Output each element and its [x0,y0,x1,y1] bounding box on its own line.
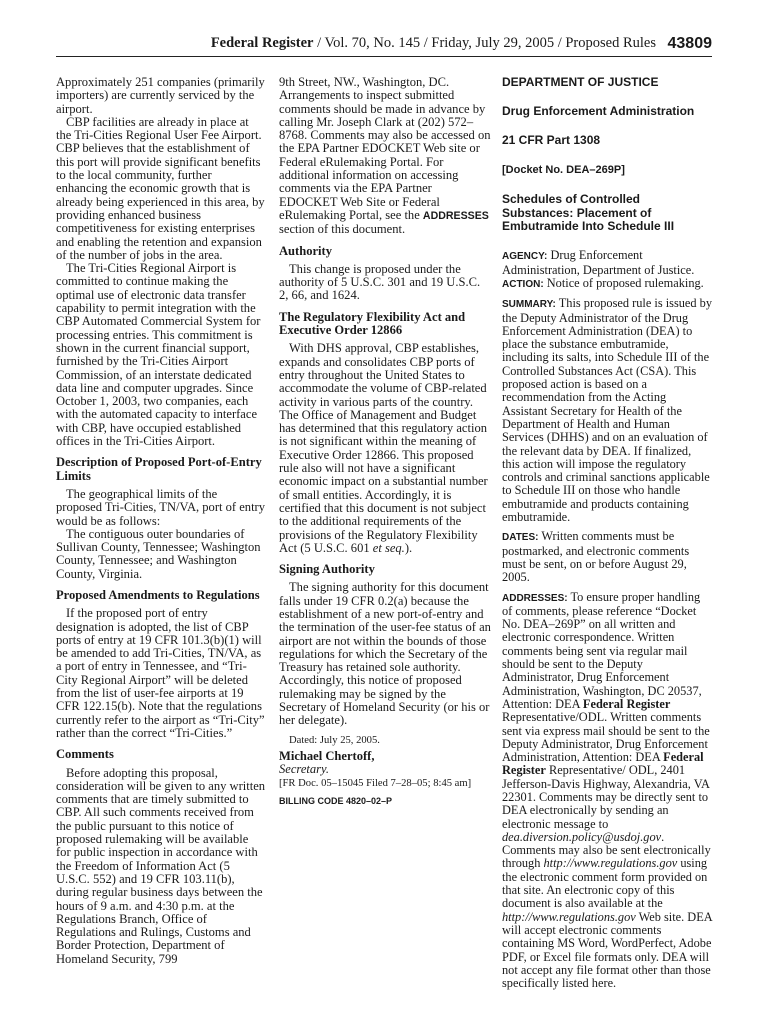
section-heading: Comments [56,747,114,762]
section-heading: The Regulatory Flexibility Act and Executive Order 12866 [279,309,466,338]
document-title: Schedules of Controlled Substances: Placement of Embutramide Into Schedule III [502,192,675,233]
column-1 [56,76,266,966]
regulations-url: http://www.regulations.gov [543,856,678,871]
text-run: Representative/ODL. Written comments sent via express mail should be sent to the Deputy Administrator, Drug Enforcement Administration, Attention: DEA [502,710,710,765]
italic-text: et seq. [372,540,405,555]
federal-register-ref: Federal Register [582,696,671,711]
page-number: 43809 [667,35,712,52]
signer-title-text: Secretary. [279,762,330,777]
issue-meta: / Vol. 70, No. 145 / Friday, July 29, 2005 / Proposed Rules [313,35,656,51]
dated-line: Dated: July 25, 2005. [289,734,380,746]
paragraph: CBP facilities are already in place at the Tri-Cities Regional User Fee Airport. CBP believes that the establishment of this port will provide significant benefits to the local community, further enhancing the economic growth that is already being experienced in this area, by providing enhanced business competitiveness for existing enterprises and enabling the retention and expansion of the number of jobs in the area. [56,114,265,262]
agency-heading: Drug Enforcement Administration [502,104,695,119]
paragraph [279,76,491,237]
summary-label: SUMMARY: [502,299,556,311]
billing-code: BILLING CODE 4820–02–P [279,795,393,806]
agency-label: AGENCY: [502,251,548,263]
summary-block [502,297,712,524]
federal-register-ref: Federal Register [502,750,704,778]
column-2 [279,76,491,808]
cfr-part: 21 CFR Part 1308 [502,132,601,147]
text-run: . Comments may also be sent electronically through [502,829,711,871]
department-heading: DEPARTMENT OF JUSTICE [502,75,659,89]
paragraph: The contiguous outer boundaries of Sullivan County, Tennessee; Washington County, Tennessee; and Washington County, Virginia. [56,526,261,581]
action-label: ACTION: [502,279,544,290]
fr-doc-line: [FR Doc. 05–15045 Filed 7–28–05; 8:45 am] [279,777,472,789]
column-3 [502,76,712,990]
section-heading: Description of Proposed Port-of-Entry Limits [56,455,262,483]
text-run: ). [404,540,413,555]
cross-reference: ADDRESSES [422,209,489,222]
text-run: section of this document. [279,222,406,237]
dates-block [502,530,712,584]
running-head-text [211,35,656,52]
paragraph: Approximately 251 companies (primarily importers) are currently serviced by the airport. [56,75,265,116]
paragraph: If the proposed port of entry designation is adopted, the list of CBP ports of entry at 19 CFR 101.3(b)(1) will be amended to add Tri-Cities, TN/VA, as a port of entry in Tennessee, and “Tri-City Regional Airport” will be deleted from the list of user-fee airports at 19 CFR 122.15(b). Note that the regulations currently refer to the airport as “Tri-City” rather than the correct “Tri-Cities.” [56,606,265,740]
paragraph [279,342,491,555]
text-run: Representative/ ODL, 2401 Jefferson-Davis Highway, Alexandria, VA 22301. Comments may be directly sent to DEA electronically by sending an electronic message to [502,763,710,831]
addresses-label: ADDRESSES: [502,592,568,604]
docket-number: [Docket No. DEA–269P] [502,163,625,176]
email-address: dea.diversion.policy@usdoj.gov [502,829,662,844]
text-run: Web site. DEA will accept electronic comments containing MS Word, WordPerfect, Adobe PDF, or Excel file formats only. DEA will not accept any file format other than those specifically listed here. [502,909,712,991]
regulations-url: http://www.regulations.gov [502,909,636,924]
running-header [56,34,712,57]
signer-name: Michael Chertoff, [279,748,375,763]
dates-text: Written comments must be postmarked, and electronic comments must be sent, on or before August 29, 2005. [502,529,690,585]
text-run: With DHS approval, CBP establishes, expands and consolidates CBP ports of entry throughout the United States to accommodate the volume of CBP-related activity in various parts of the country. The Office of Management and Budget has determined that this regulatory action is not significant within the meaning of Executive Order 12866. This proposed rule also will not have a significant economic impact on a substantial number of small entities. Accordingly, it is certified that this document is not subject to the additional requirements of the provisions of the Regulatory Flexibility Act (5 U.S.C. 601 [279,341,488,555]
text-run: To ensure proper handling of comments, please reference “Docket No. DEA–269P” on all written and electronic correspondence. Written comments being sent via regular mail should be sent to the Deputy Administrator, Drug Enforcement Administration, Washington, DC 20537, Attention: DEA [502,589,702,711]
addresses-block [502,591,712,991]
paragraph: This change is proposed under the authority of 5 U.S.C. 301 and 19 U.S.C. 2, 66, and 1624. [279,261,481,303]
paragraph: The geographical limits of the proposed Tri-Cities, TN/VA, port of entry would be as follows: [56,486,266,528]
agency-text: Drug Enforcement Administration, Department of Justice. [502,248,695,277]
section-heading: Signing Authority [279,562,375,577]
paragraph: The Tri-Cities Regional Airport is committed to continue making the optimal use of electronic data transfer capability to permit integration with the CBP Automated Commercial System for processing entries. This commitment is shown in the current financial support, furnished by the Tri-Cities Airport Commission, of an interstate dedicated data line and computer upgrades. Since October 1, 2003, two companies, each with the automated capacity to interface with CBP, have occupied established offices in the Tri-Cities Airport. [56,261,261,449]
dates-label: DATES: [502,532,539,544]
paragraph: The signing authority for this document falls under 19 CFR 0.2(a) because the establishment of a new port-of-entry and the termination of the user-fee status of an airport are not within the bounds of those regulations for which the Secretary of the Treasury has retained sole authority. Accordingly, this notice of proposed rulemaking may be signed by the Secretary of Homeland Security (or his or her delegate). [279,580,491,728]
agency-block [502,249,712,277]
text-run: using the electronic comment form provided on that site. An electronic copy of this document is also available at the [502,856,708,911]
paragraph: Before adopting this proposal, consideration will be given to any written comments that are timely submitted to CBP. All such comments received from the public pursuant to this notice of proposed rulemaking will be available for public inspection in accordance with the Freedom of Information Act (5 U.S.C. 552) and 19 CFR 103.11(b), during regular business days between the hours of 9 a.m. and 4:30 p.m. at the Regulations Branch, Office of Regulations and Rulings, Customs and Border Protection, Department of Homeland Security, 799 [56,765,266,966]
action-text: Notice of proposed rulemaking. [543,276,704,290]
signer-title [279,763,491,776]
action-block [502,277,712,291]
text-run: 9th Street, NW., Washington, DC. Arrangements to inspect submitted comments should be made in advance by calling Mr. Joseph Clark at (202) 572–8768. Comments may also be accessed on the EPA Partner EDOCKET Web site or Federal eRulemaking Portal. For additional information on accessing comments via the EPA Partner EDOCKET Web Site or Federal eRulemaking Portal, see the [279,75,491,222]
section-heading: Authority [279,243,332,258]
section-heading: Proposed Amendments to Regulations [56,587,260,602]
summary-text: This proposed rule is issued by the Deputy Administrator of the Drug Enforcement Administration (DEA) to place the substance embutramide, including its salts, into Schedule III of the Controlled Substances Act (CSA). This proposed action is based on a recommendation from the Acting Assistant Secretary for Health of the Department of Health and Human Services (DHHS) and on an evaluation of the relevant data by DEA. If finalized, this action will impose the regulatory controls and criminal sanctions applicable to Schedule III on those who handle embutramide and products containing embutramide. [502,296,713,525]
journal-name: Federal Register [210,35,314,51]
